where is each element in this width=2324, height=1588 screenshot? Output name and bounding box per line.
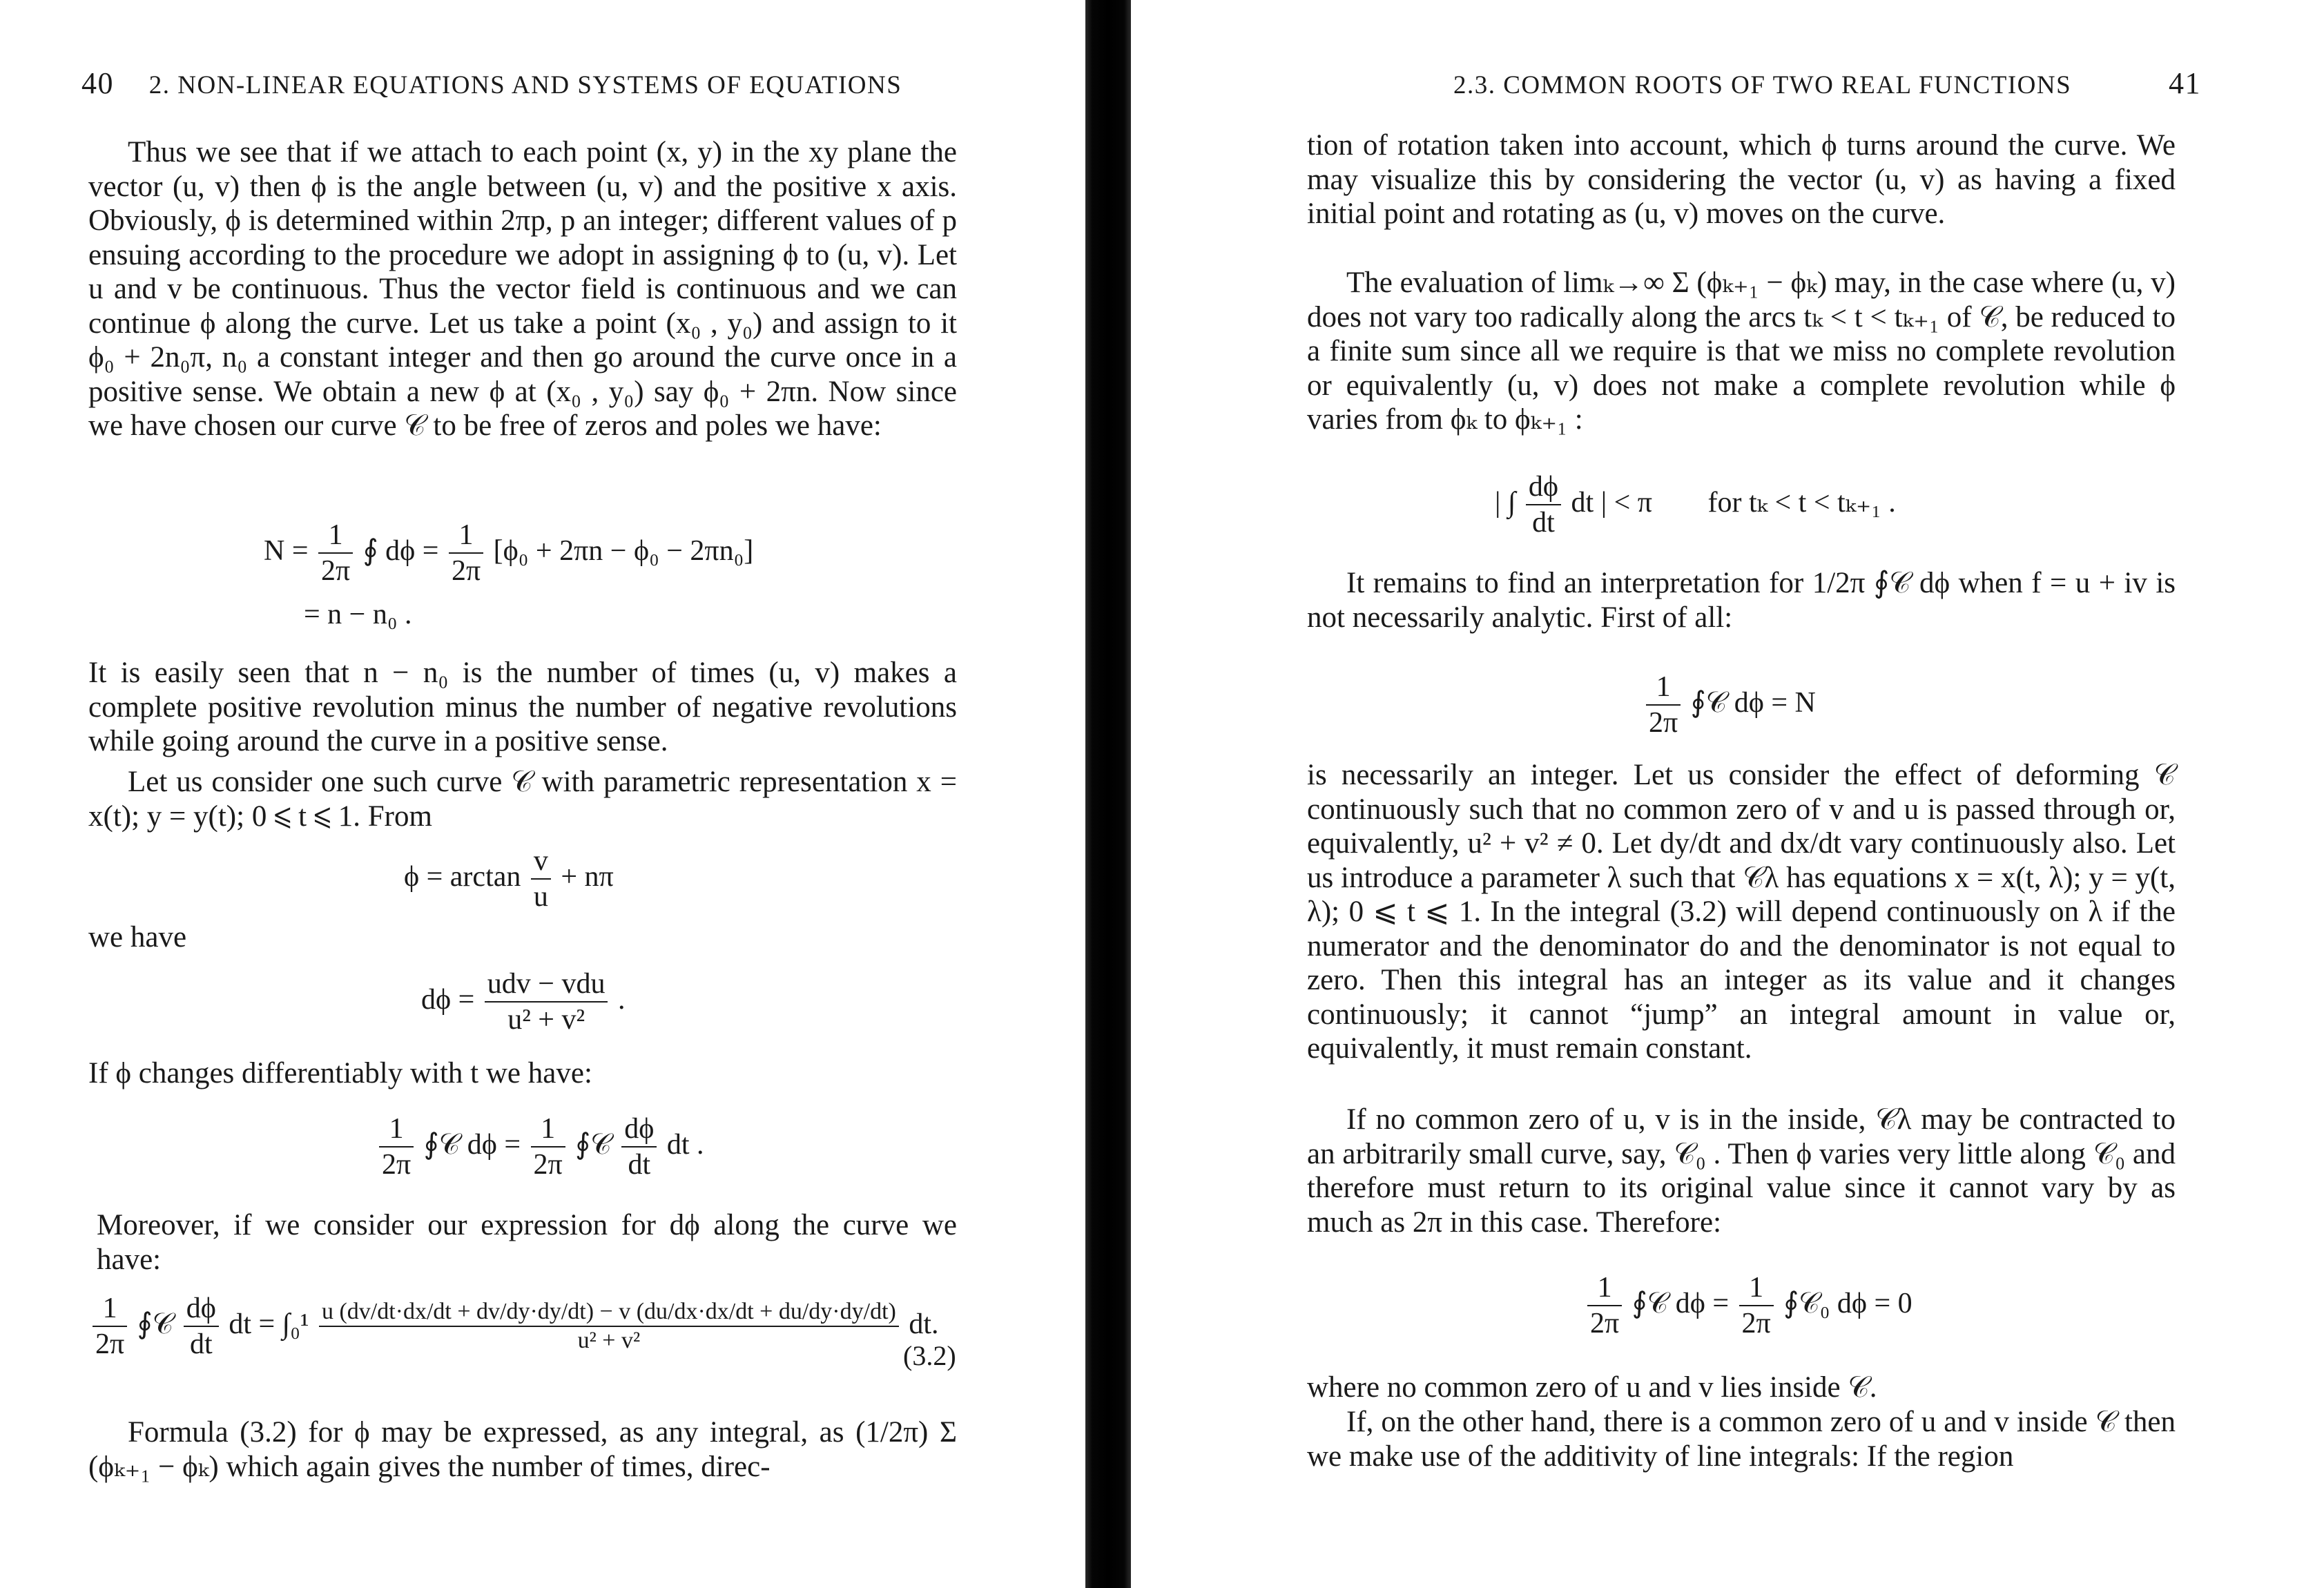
equation-number: (3.2): [903, 1340, 956, 1371]
equation-dphi: dϕ = $\frac{\text{udv − vdu}}{\text{u² + v²}}$ .: [421, 968, 626, 1036]
equation-winding-number: N = $\frac{1}{2\pi}$ ∮ dϕ = $\frac{1}{2\pi}$ [ϕ₀ + 2πn − ϕ₀ − 2πn₀]: [264, 519, 754, 588]
paragraph: If, on the other hand, there is a common zero of u and v inside 𝒞 then we make use of the additivity of line integrals: If the region: [1307, 1406, 2176, 1473]
left-page: [0, 0, 1077, 1588]
running-head-title-right: 2.3. COMMON ROOTS OF TWO REAL FUNCTIONS: [1453, 71, 2072, 99]
page-number-left: 40: [81, 66, 114, 100]
paragraph: Formula (3.2) for ϕ may be expressed, as any integral, as (1/2π) Σ (ϕₖ₊₁ − ϕₖ) which again gives the number of times, direc-: [88, 1416, 957, 1483]
equation-N-integer: $\frac{1}{2\pi}$ ∮𝒞 dϕ = N: [1643, 670, 1816, 741]
running-head-right: [1453, 66, 2201, 101]
right-page: [1139, 0, 2324, 1588]
paragraph: The evaluation of limₖ→∞ Σ (ϕₖ₊₁ − ϕₖ) may, in the case where (u, v) does not vary too radically along the arcs tₖ < t < tₖ₊₁ of 𝒞, be reduced to a finite sum since all we require is that we miss no complete revolution or equivalently (u, v) does not make a complete revolution while ϕ varies from ϕₖ to ϕₖ₊₁ :: [1307, 267, 2176, 436]
equation-winding-result: = n − n₀ .: [304, 599, 412, 630]
equation-contour-integral: $\frac{1}{2\pi}$ ∮𝒞 dϕ = $\frac{1}{2\pi}$ ∮𝒞 $\frac{d\phi}{dt}$ dt .: [376, 1112, 704, 1183]
paragraph: where no common zero of u and v lies inside 𝒞.: [1307, 1371, 1877, 1404]
paragraph: It remains to find an interpretation for 1/2π ∮𝒞 dϕ when f = u + iv is not necessarily analytic. First of all:: [1307, 567, 2176, 634]
running-head-left: [81, 66, 902, 101]
equation-abs-integral: | ∫ $\frac{d\phi}{dt}$ dt | < π for tₖ < t < tₖ₊₁ .: [1495, 471, 1896, 539]
equation-phi-arctan: ϕ = arctan $\frac{v}{u}$ + nπ: [404, 845, 614, 913]
paragraph: we have: [88, 921, 187, 953]
running-head-title-left: 2. NON-LINEAR EQUATIONS AND SYSTEMS OF EQUATIONS: [148, 71, 902, 99]
paragraph: is necessarily an integer. Let us consider the effect of deforming 𝒞 continuously such that no common zero of v and u is passed through or, equivalently, u² + v² ≠ 0. Let dy/dt and dx/dt vary continuously also. Let us introduce a parameter λ such that 𝒞λ has equations x = x(t, λ); y = y(t, λ); 0 ⩽ t ⩽ 1. In the integral (3.2) will depend continuously on λ if the numerator and the denominator do and the denominator is not equal to zero. Then this integral has an integer as its value and it changes continuously; it cannot “jump” an integral amount in value or, equivalently, it must remain constant.: [1307, 759, 2176, 1065]
book-gutter: [1085, 0, 1131, 1588]
paragraph: Thus we see that if we attach to each point (x, y) in the xy plane the vector (u, v) then ϕ is the angle between (u, v) and the positive x axis. Obviously, ϕ is determined within 2πp, p an integer; different values of p ensuing according to the procedure we adopt in assigning ϕ to (u, v). Let u and v be continuous. Thus the vector field is continuous and we can continue ϕ along the curve. Let us take a point (x₀ , y₀) and assign to it ϕ₀ + 2n₀π, n₀ a constant integer and then go around the curve once in a positive sense. We obtain a new ϕ at (x₀ , y₀) say ϕ₀ + 2πn. Now since we have chosen our curve 𝒞 to be free of zeros and poles we have:: [88, 136, 957, 442]
paragraph: Let us consider one such curve 𝒞 with parametric representation x = x(t); y = y(t); 0 ⩽ t ⩽ 1. From: [88, 766, 957, 833]
equation-3-2: $\frac{1}{2\pi}$ ∮𝒞 $\frac{d\phi}{dt}$ dt = ∫₀¹ u (dv/dt·dx/dt + dv/dy·dy/dt) − v (du/dx·dx/dt + du/dy·dy/dt) u² + v² dt.: [90, 1291, 939, 1362]
paragraph: If ϕ changes differentiably with t we have:: [88, 1057, 592, 1090]
paragraph: If no common zero of u, v is in the inside, 𝒞λ may be contracted to an arbitrarily small curve, say, 𝒞₀ . Then ϕ varies very little along 𝒞₀ and therefore must return to its original value since it cannot vary by as much as 2π in this case. Therefore:: [1307, 1103, 2176, 1239]
paragraph: tion of rotation taken into account, which ϕ turns around the curve. We may visualize this by considering the vector (u, v) as having a fixed initial point and rotating as (u, v) moves on the curve.: [1307, 129, 2176, 230]
equation-zero-integral: $\frac{1}{2\pi}$ ∮𝒞 dϕ = $\frac{1}{2\pi}$ ∮𝒞₀ dϕ = 0: [1585, 1270, 1913, 1342]
paragraph: Moreover, if we consider our expression for dϕ along the curve we have:: [97, 1209, 957, 1276]
page-number-right: 41: [2168, 66, 2201, 100]
paragraph: It is easily seen that n − n₀ is the number of times (u, v) makes a complete positive revolution minus the number of negative revolutions while going around the curve in a positive sense.: [88, 657, 957, 757]
